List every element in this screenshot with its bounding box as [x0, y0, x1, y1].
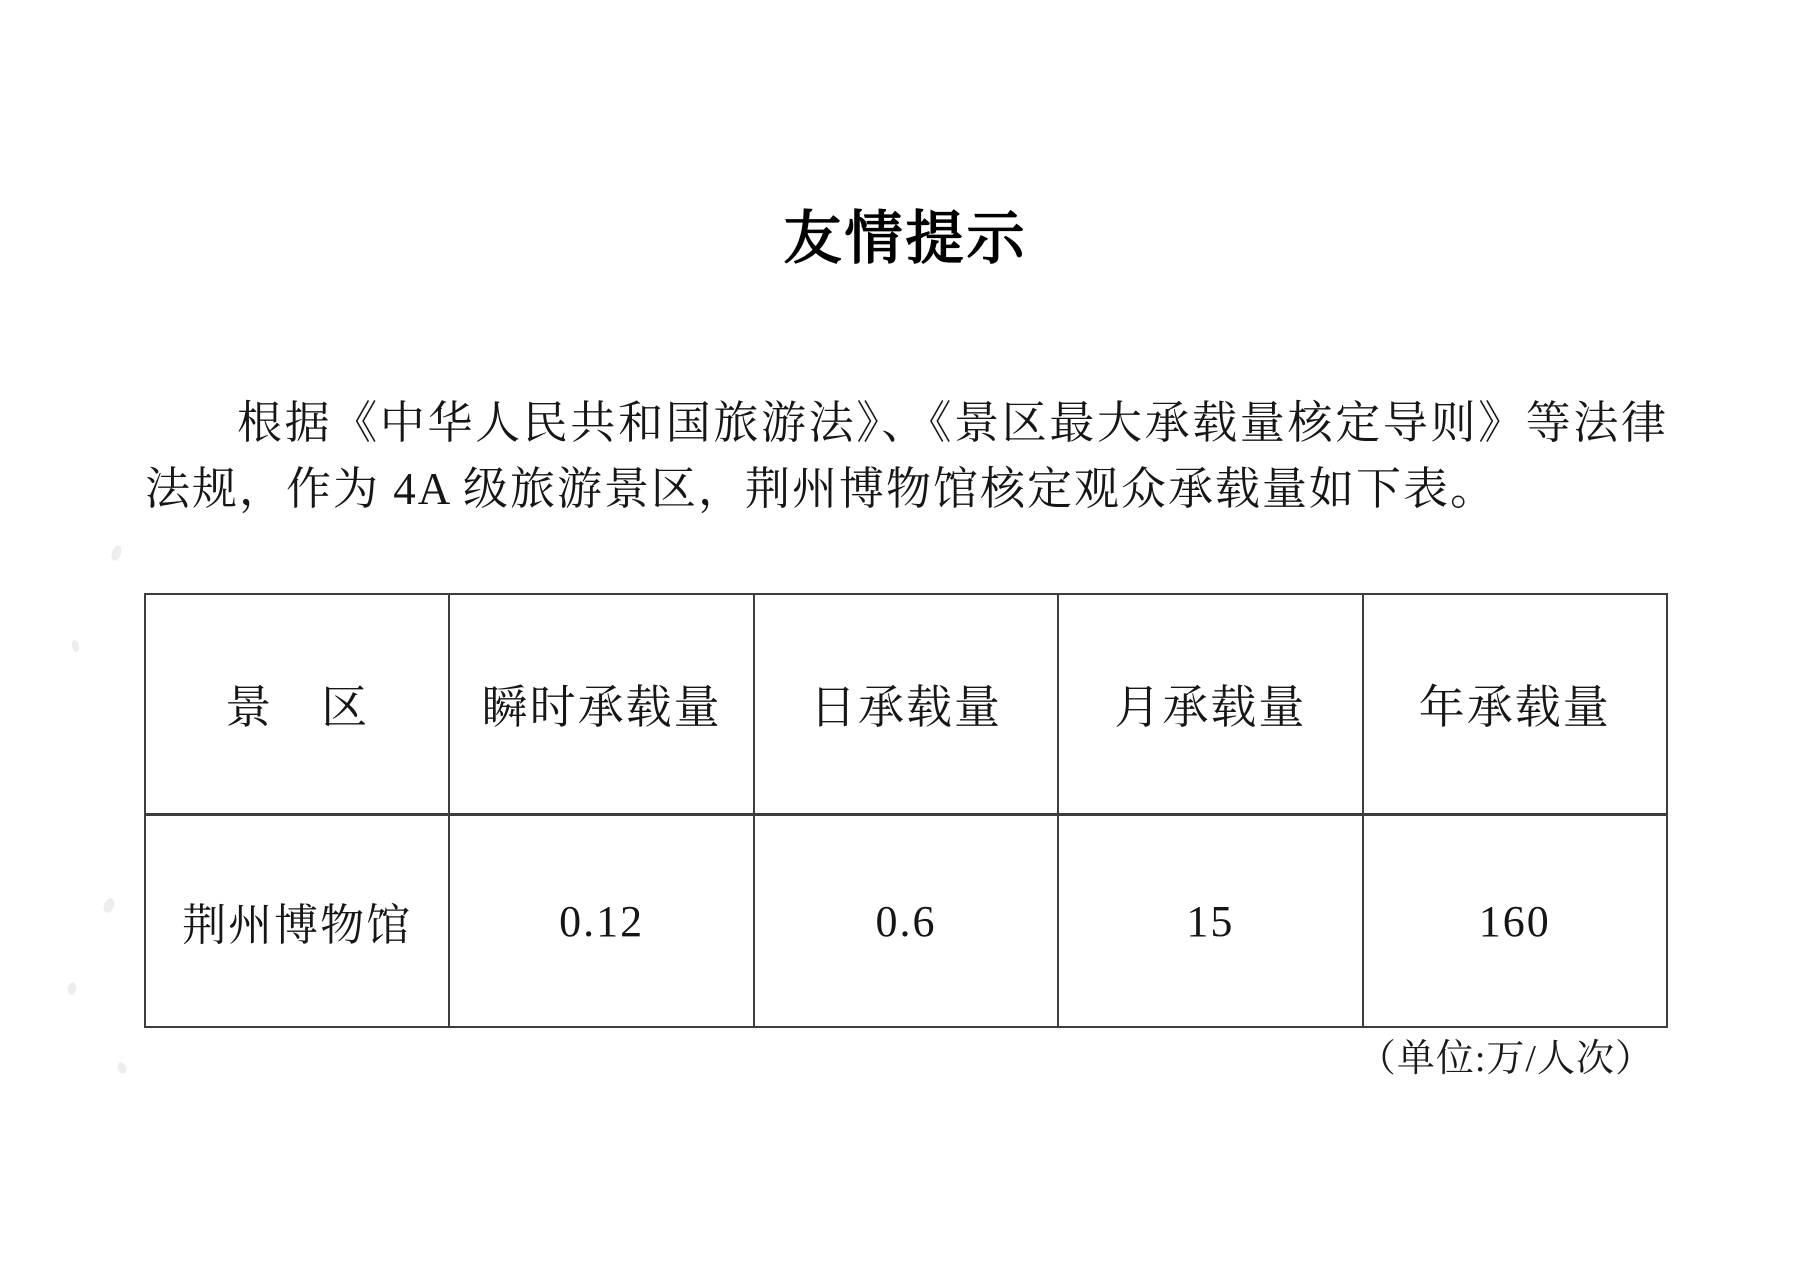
cell-scenic-area: 荆州博物馆: [145, 815, 449, 1028]
scan-artifact: [67, 981, 77, 995]
scan-artifact: [101, 897, 116, 915]
cell-daily-capacity: 0.6: [754, 815, 1058, 1028]
scan-artifact: [116, 1061, 128, 1075]
column-header-annual-capacity: 年承载量: [1363, 594, 1667, 815]
unit-note: （单位:万/人次）: [1357, 1038, 1654, 1080]
capacity-table: [144, 593, 1668, 1028]
notice-paragraph: 根据《中华人民共和国旅游法》、《景区最大承载量核定导则》等法律法规，作为 4A 级旅游景区，荆州博物馆核定观众承载量如下表。: [145, 398, 1668, 514]
column-header-instant-capacity: 瞬时承载量: [449, 594, 753, 815]
document-title: 友情提示: [783, 206, 1028, 271]
table-row: [145, 815, 1667, 1028]
column-header-scenic-area: 景 区: [145, 594, 449, 815]
cell-monthly-capacity: 15: [1058, 815, 1362, 1028]
column-header-monthly-capacity: 月承载量: [1058, 594, 1362, 815]
cell-instant-capacity: 0.12: [449, 815, 753, 1028]
cell-annual-capacity: 160: [1363, 815, 1667, 1028]
column-header-daily-capacity: 日承载量: [754, 594, 1058, 815]
scan-artifact: [110, 544, 124, 562]
table-header-row: [145, 594, 1667, 815]
scan-artifact: [71, 639, 81, 652]
